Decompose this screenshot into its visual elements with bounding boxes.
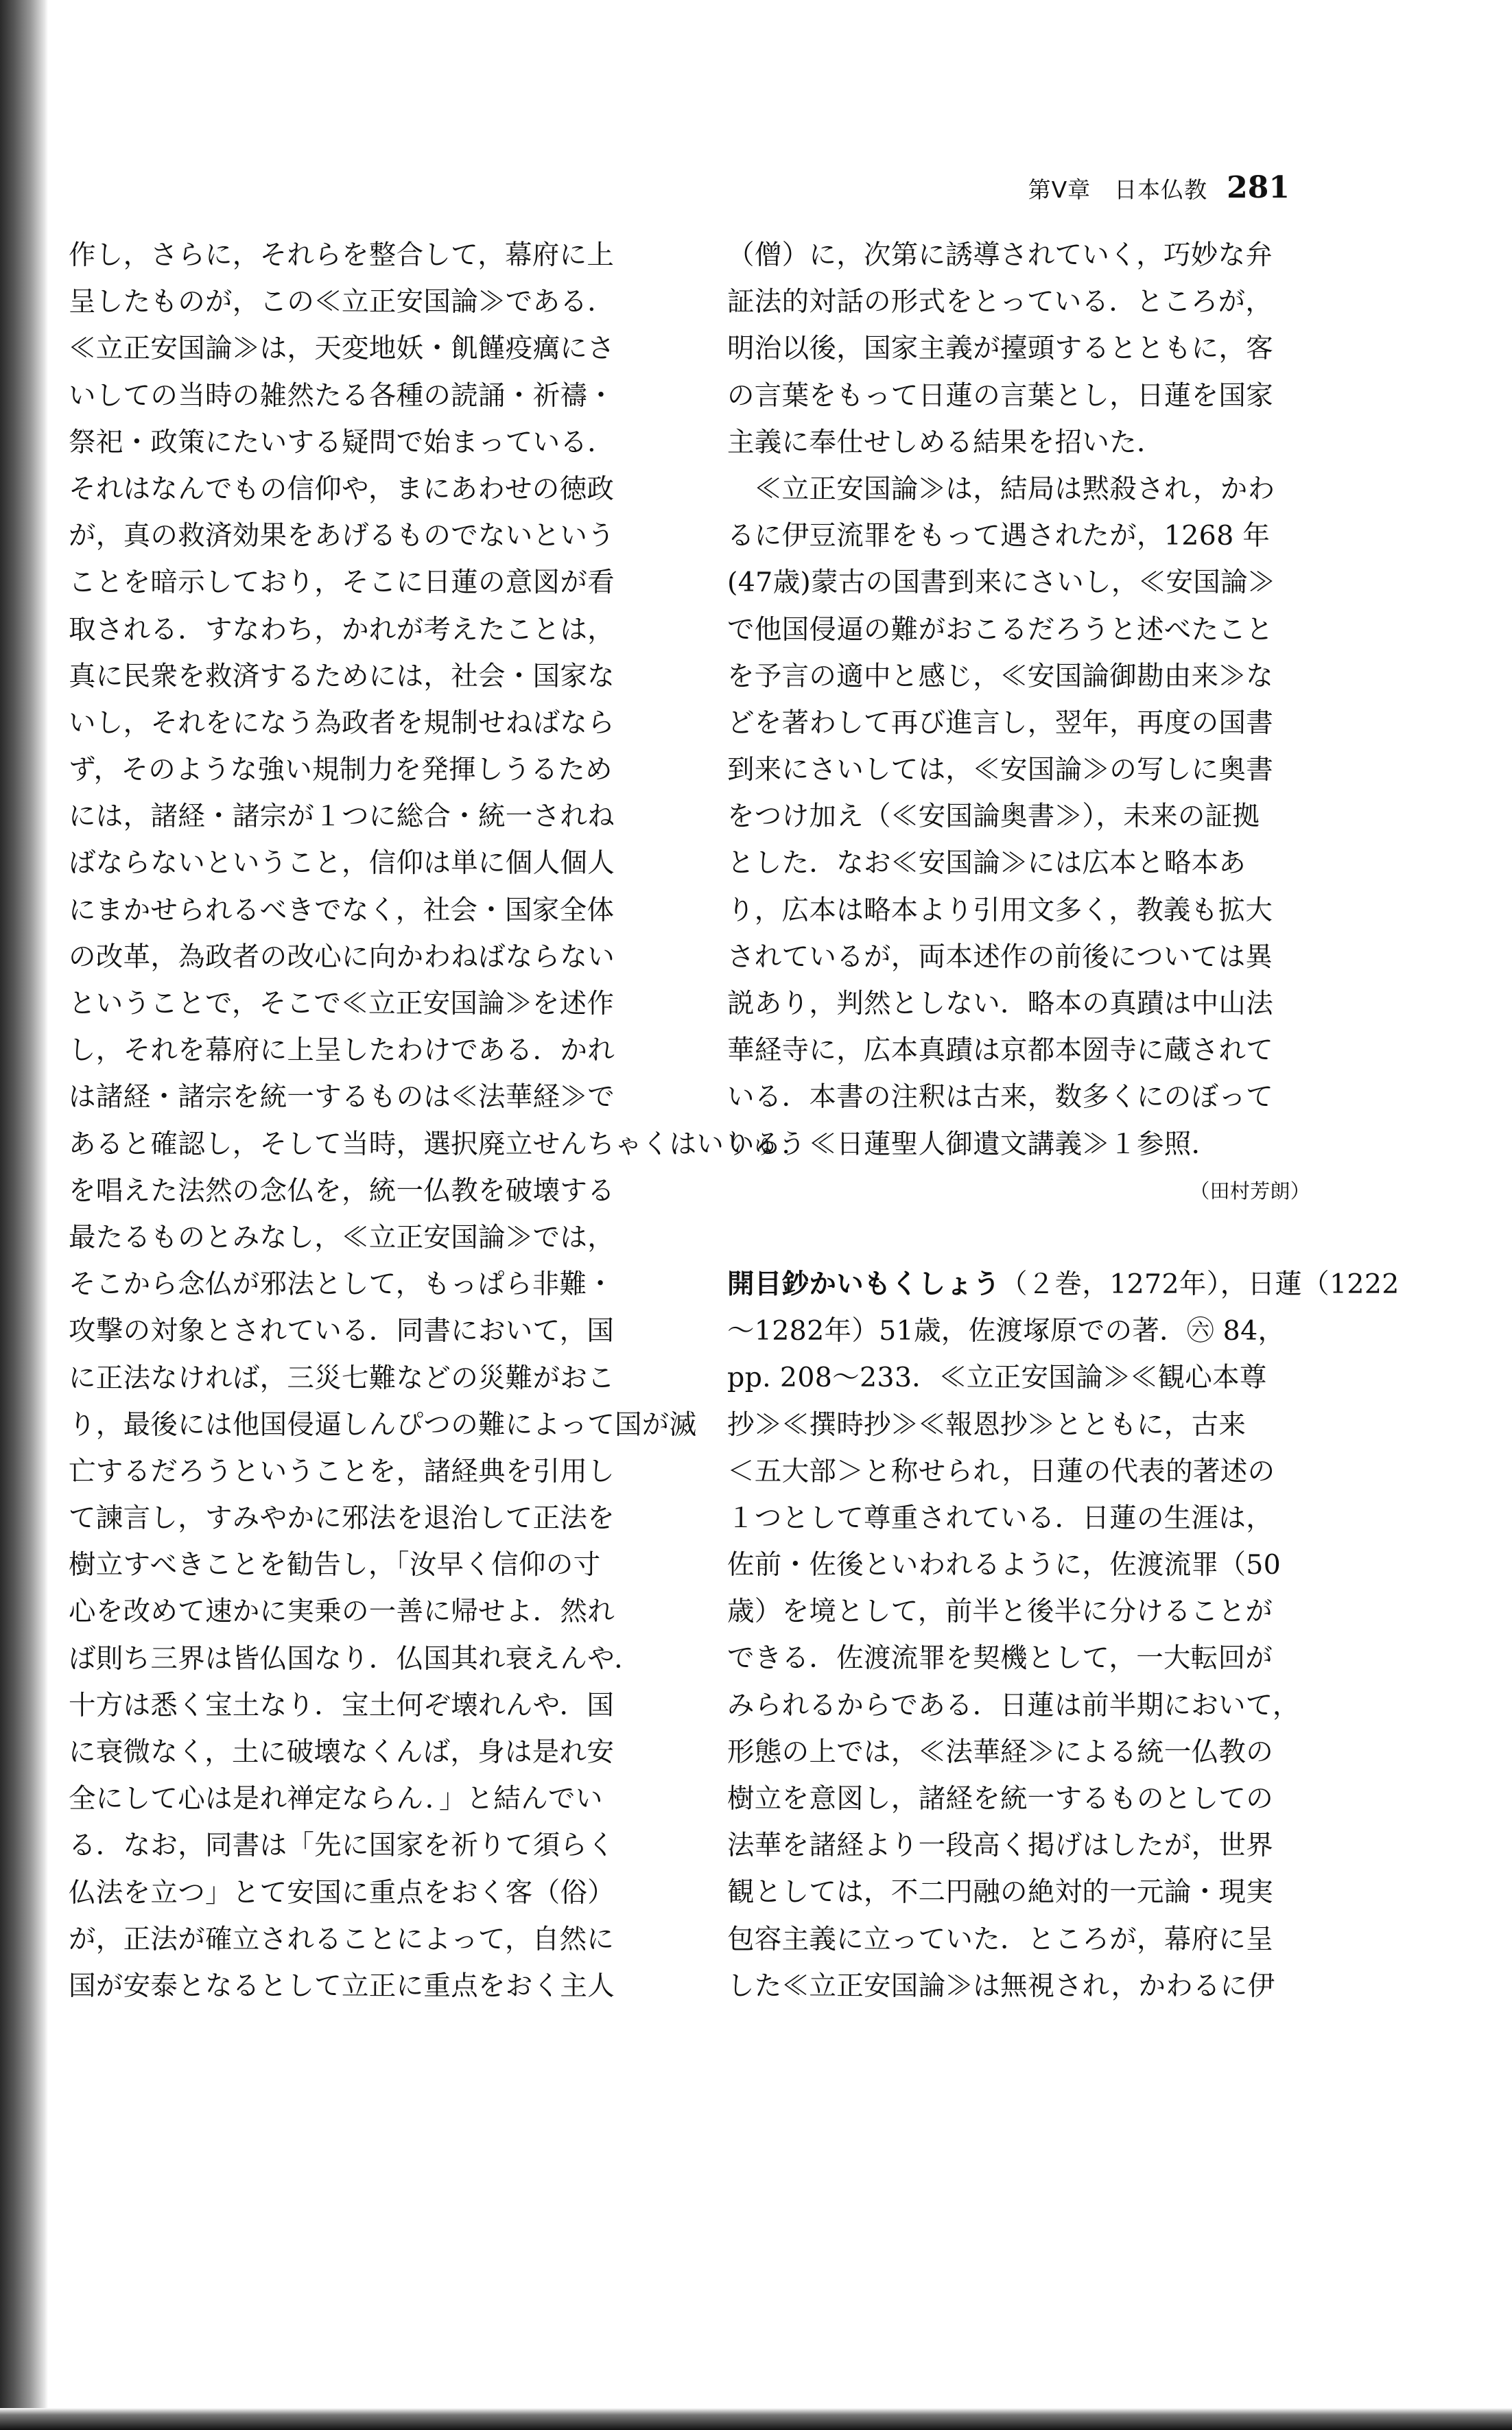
- book-spine-shadow: [0, 0, 48, 2430]
- text-line: 包容主義に立っていた．ところが，幕府に呈: [727, 1923, 1273, 1955]
- page-number: 281: [1227, 170, 1290, 205]
- text-line: 抄≫≪撰時抄≫≪報恩抄≫とともに，古来: [727, 1408, 1247, 1441]
- text-line: それはなんでもの信仰や，まにあわせの徳政: [69, 473, 615, 505]
- text-line: ばならないということ，信仰は単に個人個人: [69, 847, 615, 880]
- text-line: る．なお，同書は「先に国家を祈りて須らく: [69, 1830, 615, 1862]
- text-line: 最たるものとみなし，≪立正安国論≫では，: [69, 1221, 615, 1253]
- chapter-title: 第Ⅴ章 日本仏教: [1028, 176, 1208, 203]
- text-line: 国が安泰となるとして立正に重点をおく主人: [69, 1970, 615, 2002]
- text-line: に衰微なく，土に破壊なくんば，身は是れ安: [69, 1736, 615, 1768]
- text-line: ～1282年）51歳，佐渡塚原での著．㊅ 84，: [727, 1315, 1286, 1347]
- text-line: をつけ加え（≪安国論奥書≫），未来の証拠: [727, 801, 1260, 833]
- entry-headword: 開目鈔かいもくしょう: [727, 1268, 1000, 1300]
- text-line: 仏法を立つ」とて安国に重点をおく客（俗）: [69, 1876, 615, 1909]
- text-line: （僧）に，次第に誘導されていく，巧妙な弁: [727, 239, 1273, 271]
- text-line: pp. 208～233．≪立正安国論≫≪観心本尊: [727, 1362, 1267, 1394]
- text-line: いる．本書の注釈は古来，数多くにのぼって: [727, 1081, 1273, 1113]
- text-line: 樹立すべきことを勧告し，「汝早く信仰の寸: [69, 1549, 601, 1581]
- text-line: 証法的対話の形式をとっている．ところが，: [727, 286, 1273, 318]
- text-line: 取される．すなわち，かれが考えたことは，: [69, 613, 615, 646]
- text-line: 法華を諸経より一段高く掲げはしたが，世界: [727, 1830, 1273, 1862]
- text-line: とした．なお≪安国論≫には広本と略本あ: [727, 847, 1247, 880]
- text-line: 歳）を境として，前半と後半に分けることが: [727, 1596, 1273, 1628]
- text-line: ず，そのような強い規制力を発揮しうるため: [69, 754, 613, 786]
- text-line: そこから念仏が邪法として，もっぱら非難・: [69, 1269, 615, 1301]
- text-line: みられるからである．日蓮は前半期において，: [727, 1689, 1300, 1721]
- text-line: を唱えた法然の念仏を，統一仏教を破壊する: [69, 1175, 615, 1207]
- text-line: できる．佐渡流罪を契機として，一大転回が: [727, 1642, 1273, 1675]
- text-line: 十方は悉く宝土なり．宝土何ぞ壊れんや．国: [69, 1689, 615, 1721]
- text-line: には，諸経・諸宗が１つに総合・統一されね: [69, 801, 615, 833]
- left-text-column: [69, 232, 806, 2009]
- text-line: り，最後には他国侵逼しんぴつの難によって国が滅: [69, 1408, 697, 1441]
- text-line: ≪立正安国論≫は，天変地妖・飢饉疫癘にさ: [69, 333, 615, 365]
- page-bottom-edge: [0, 2408, 1512, 2430]
- text-line: 呈したものが，この≪立正安国論≫である．: [69, 286, 615, 318]
- text-line: 心を改めて速かに実乗の一善に帰せよ．然れ: [69, 1596, 615, 1628]
- entry-line: （２巻，1272年），日蓮（1222: [1000, 1268, 1399, 1300]
- text-line: 真に民衆を救済するためには，社会・国家な: [69, 660, 615, 692]
- text-line: 説あり，判然としない．略本の真蹟は中山法: [727, 988, 1273, 1019]
- entry-spacer: [727, 1214, 1317, 1261]
- text-line: 華経寺に，広本真蹟は京都本圀寺に蔵されて: [727, 1035, 1273, 1067]
- text-line: ことを暗示しており，そこに日蓮の意図が看: [69, 567, 615, 599]
- text-line: 観としては，不二円融の絶対的一元論・現実: [727, 1876, 1273, 1909]
- running-header: [974, 170, 1290, 218]
- entry-body: [727, 1308, 1317, 2009]
- text-line: いし，それをになう為政者を規制せねばなら: [69, 707, 615, 739]
- text-line: 佐前・佐後といわれるように，佐渡流罪（50: [727, 1549, 1281, 1581]
- text-line: に正法なければ，三災七難などの災難がおこ: [69, 1362, 615, 1394]
- text-line: した≪立正安国論≫は無視され，かわるに伊: [727, 1970, 1275, 2002]
- text-line: 全にして心は是れ禅定ならん．」と結んでい: [69, 1783, 603, 1815]
- text-line: ということで，そこで≪立正安国論≫を述作: [69, 988, 615, 1019]
- text-line: を予言の適中と感じ，≪安国論御勘由来≫な: [727, 660, 1273, 692]
- text-line: 攻撃の対象とされている．同書において，国: [69, 1315, 615, 1347]
- entry-continuation: [727, 232, 1317, 1168]
- text-line: いる．≪日蓮聖人御遺文講義≫１参照．: [727, 1128, 1219, 1160]
- text-line: されているが，両本述作の前後については異: [727, 941, 1273, 973]
- text-line: 主義に奉仕せしめる結果を招いた．: [727, 426, 1164, 458]
- text-line: が，正法が確立されることによって，自然に: [69, 1923, 615, 1955]
- text-line: て諫言し，すみやかに邪法を退治して正法を: [69, 1502, 615, 1535]
- text-line: り，広本は略本より引用文多く，教義も拡大: [727, 894, 1273, 926]
- author-attribution: （田村芳朗）: [1190, 1179, 1310, 1203]
- text-line: (47歳)蒙古の国書到来にさいし，≪安国論≫: [727, 567, 1275, 599]
- text-line: どを著わして再び進言し，翌年，再度の国書: [727, 707, 1273, 739]
- text-line: ば則ち三界は皆仏国なり．仏国其れ衰えんや．: [69, 1642, 642, 1675]
- text-line: の言葉をもって日蓮の言葉とし，日蓮を国家: [727, 379, 1273, 412]
- text-line: は諸経・諸宗を統一するものは≪法華経≫で: [69, 1081, 615, 1113]
- text-line: いしての当時の雑然たる各種の読誦・祈禱・: [69, 379, 615, 412]
- text-line: 到来にさいしては，≪安国論≫の写しに奥書: [727, 754, 1273, 786]
- text-line: ＜五大部＞と称せられ，日蓮の代表的著述の: [727, 1455, 1275, 1487]
- text-line: １つとして尊重されている．日蓮の生涯は，: [727, 1502, 1273, 1534]
- text-line: し，それを幕府に上呈したわけである．かれ: [69, 1035, 615, 1067]
- text-line: 祭祀・政策にたいする疑問で始まっている．: [69, 426, 615, 458]
- text-line: にまかせられるべきでなく，社会・国家全体: [69, 894, 615, 926]
- text-line: 作し，さらに，それらを整合して，幕府に上: [69, 239, 615, 271]
- right-text-column: [727, 232, 1399, 2009]
- text-line: あると確認し，そして当時，選択廃立せんちゃくはいりゅう: [69, 1128, 806, 1160]
- text-line: 明治以後，国家主義が擡頭するとともに，客: [727, 333, 1273, 365]
- text-line: 形態の上では，≪法華経≫による統一仏教の: [727, 1736, 1273, 1768]
- text-line: るに伊豆流罪をもって遇されたが，1268 年: [727, 520, 1271, 552]
- text-line: で他国侵逼の難がおこるだろうと述べたこと: [727, 613, 1273, 646]
- text-line: が，真の救済効果をあげるものでないという: [69, 520, 615, 552]
- text-line: の改革，為政者の改心に向かわねばならない: [69, 941, 615, 973]
- text-line: 亡するだろうということを，諸経典を引用し: [69, 1455, 615, 1487]
- text-line: ≪立正安国論≫は，結局は黙殺され，かわ: [727, 473, 1275, 505]
- text-line: 樹立を意図し，諸経を統一するものとしての: [727, 1783, 1273, 1815]
- entry-first-line: [727, 1261, 1399, 1308]
